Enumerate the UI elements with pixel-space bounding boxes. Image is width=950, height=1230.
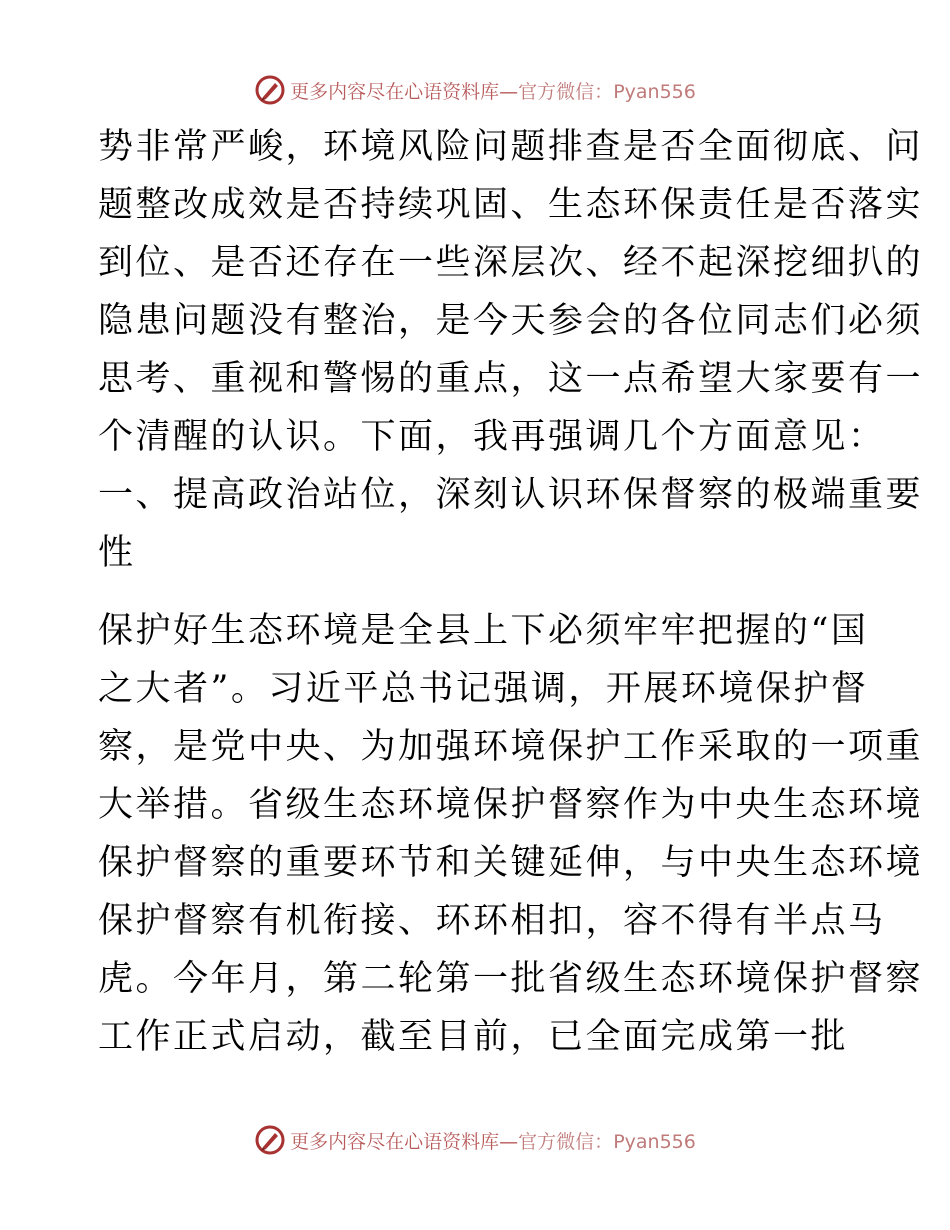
pen-logo-icon (254, 1124, 286, 1156)
text-line: 大举措。省级生态环境保护督察作为中央生态环境 (98, 785, 924, 825)
header-wechat-label: 官方微信： (518, 80, 614, 103)
text-line: 之大者”。习近平总书记强调，开展环境保护督 (98, 669, 869, 709)
text-line: 隐患问题没有整治，是今天参会的各位同志们必须 (98, 301, 924, 341)
header-dash: — (499, 80, 519, 103)
text-line: 保护督察有机衔接、环环相扣，容不得有半点马 (98, 901, 886, 941)
header-watermark-text (290, 77, 696, 104)
heading-line: 一、提高政治站位，深刻认识环保督察的极端重要 (98, 475, 924, 515)
document-body (98, 118, 924, 1066)
footer-dash: — (499, 1130, 519, 1153)
text-line: 思考、重视和警惕的重点，这一点希望大家要有一 (98, 359, 924, 399)
footer-watermark-text (290, 1127, 696, 1154)
heading-line: 性 (98, 533, 136, 573)
header-brand-text: 更多内容尽在心语资料库 (290, 80, 500, 103)
footer-wechat-id: Pyan556 (613, 1130, 696, 1153)
text-line: 保护好生态环境是全县上下必须牢牢把握的“国 (98, 611, 869, 651)
footer-watermark (0, 1120, 950, 1160)
text-line: 个清醒的认识。下面，我再强调几个方面意见： (98, 417, 886, 457)
footer-brand-text: 更多内容尽在心语资料库 (290, 1130, 500, 1153)
text-line: 题整改成效是否持续巩固、生态环保责任是否落实 (98, 185, 924, 225)
header-watermark (0, 70, 950, 110)
paragraph-spacer (98, 582, 858, 602)
text-line: 察，是党中央、为加强环境保护工作采取的一项重 (98, 727, 924, 767)
paragraph-1 (98, 118, 924, 466)
text-line: 势非常严峻，环境风险问题排查是否全面彻底、问 (98, 127, 924, 167)
paragraph-2 (98, 602, 924, 1066)
header-wechat-id: Pyan556 (613, 80, 696, 103)
section-heading-1 (98, 466, 924, 582)
text-line: 保护督察的重要环节和关键延伸，与中央生态环境 (98, 843, 924, 883)
text-line: 到位、是否还存在一些深层次、经不起深挖细扒的 (98, 243, 924, 283)
text-line: 工作正式启动，截至目前，已全面完成第一批 (98, 1017, 849, 1057)
footer-wechat-label: 官方微信： (518, 1130, 614, 1153)
text-line: 虎。今年月，第二轮第一批省级生态环境保护督察 (98, 959, 924, 999)
pen-logo-icon (254, 74, 286, 106)
